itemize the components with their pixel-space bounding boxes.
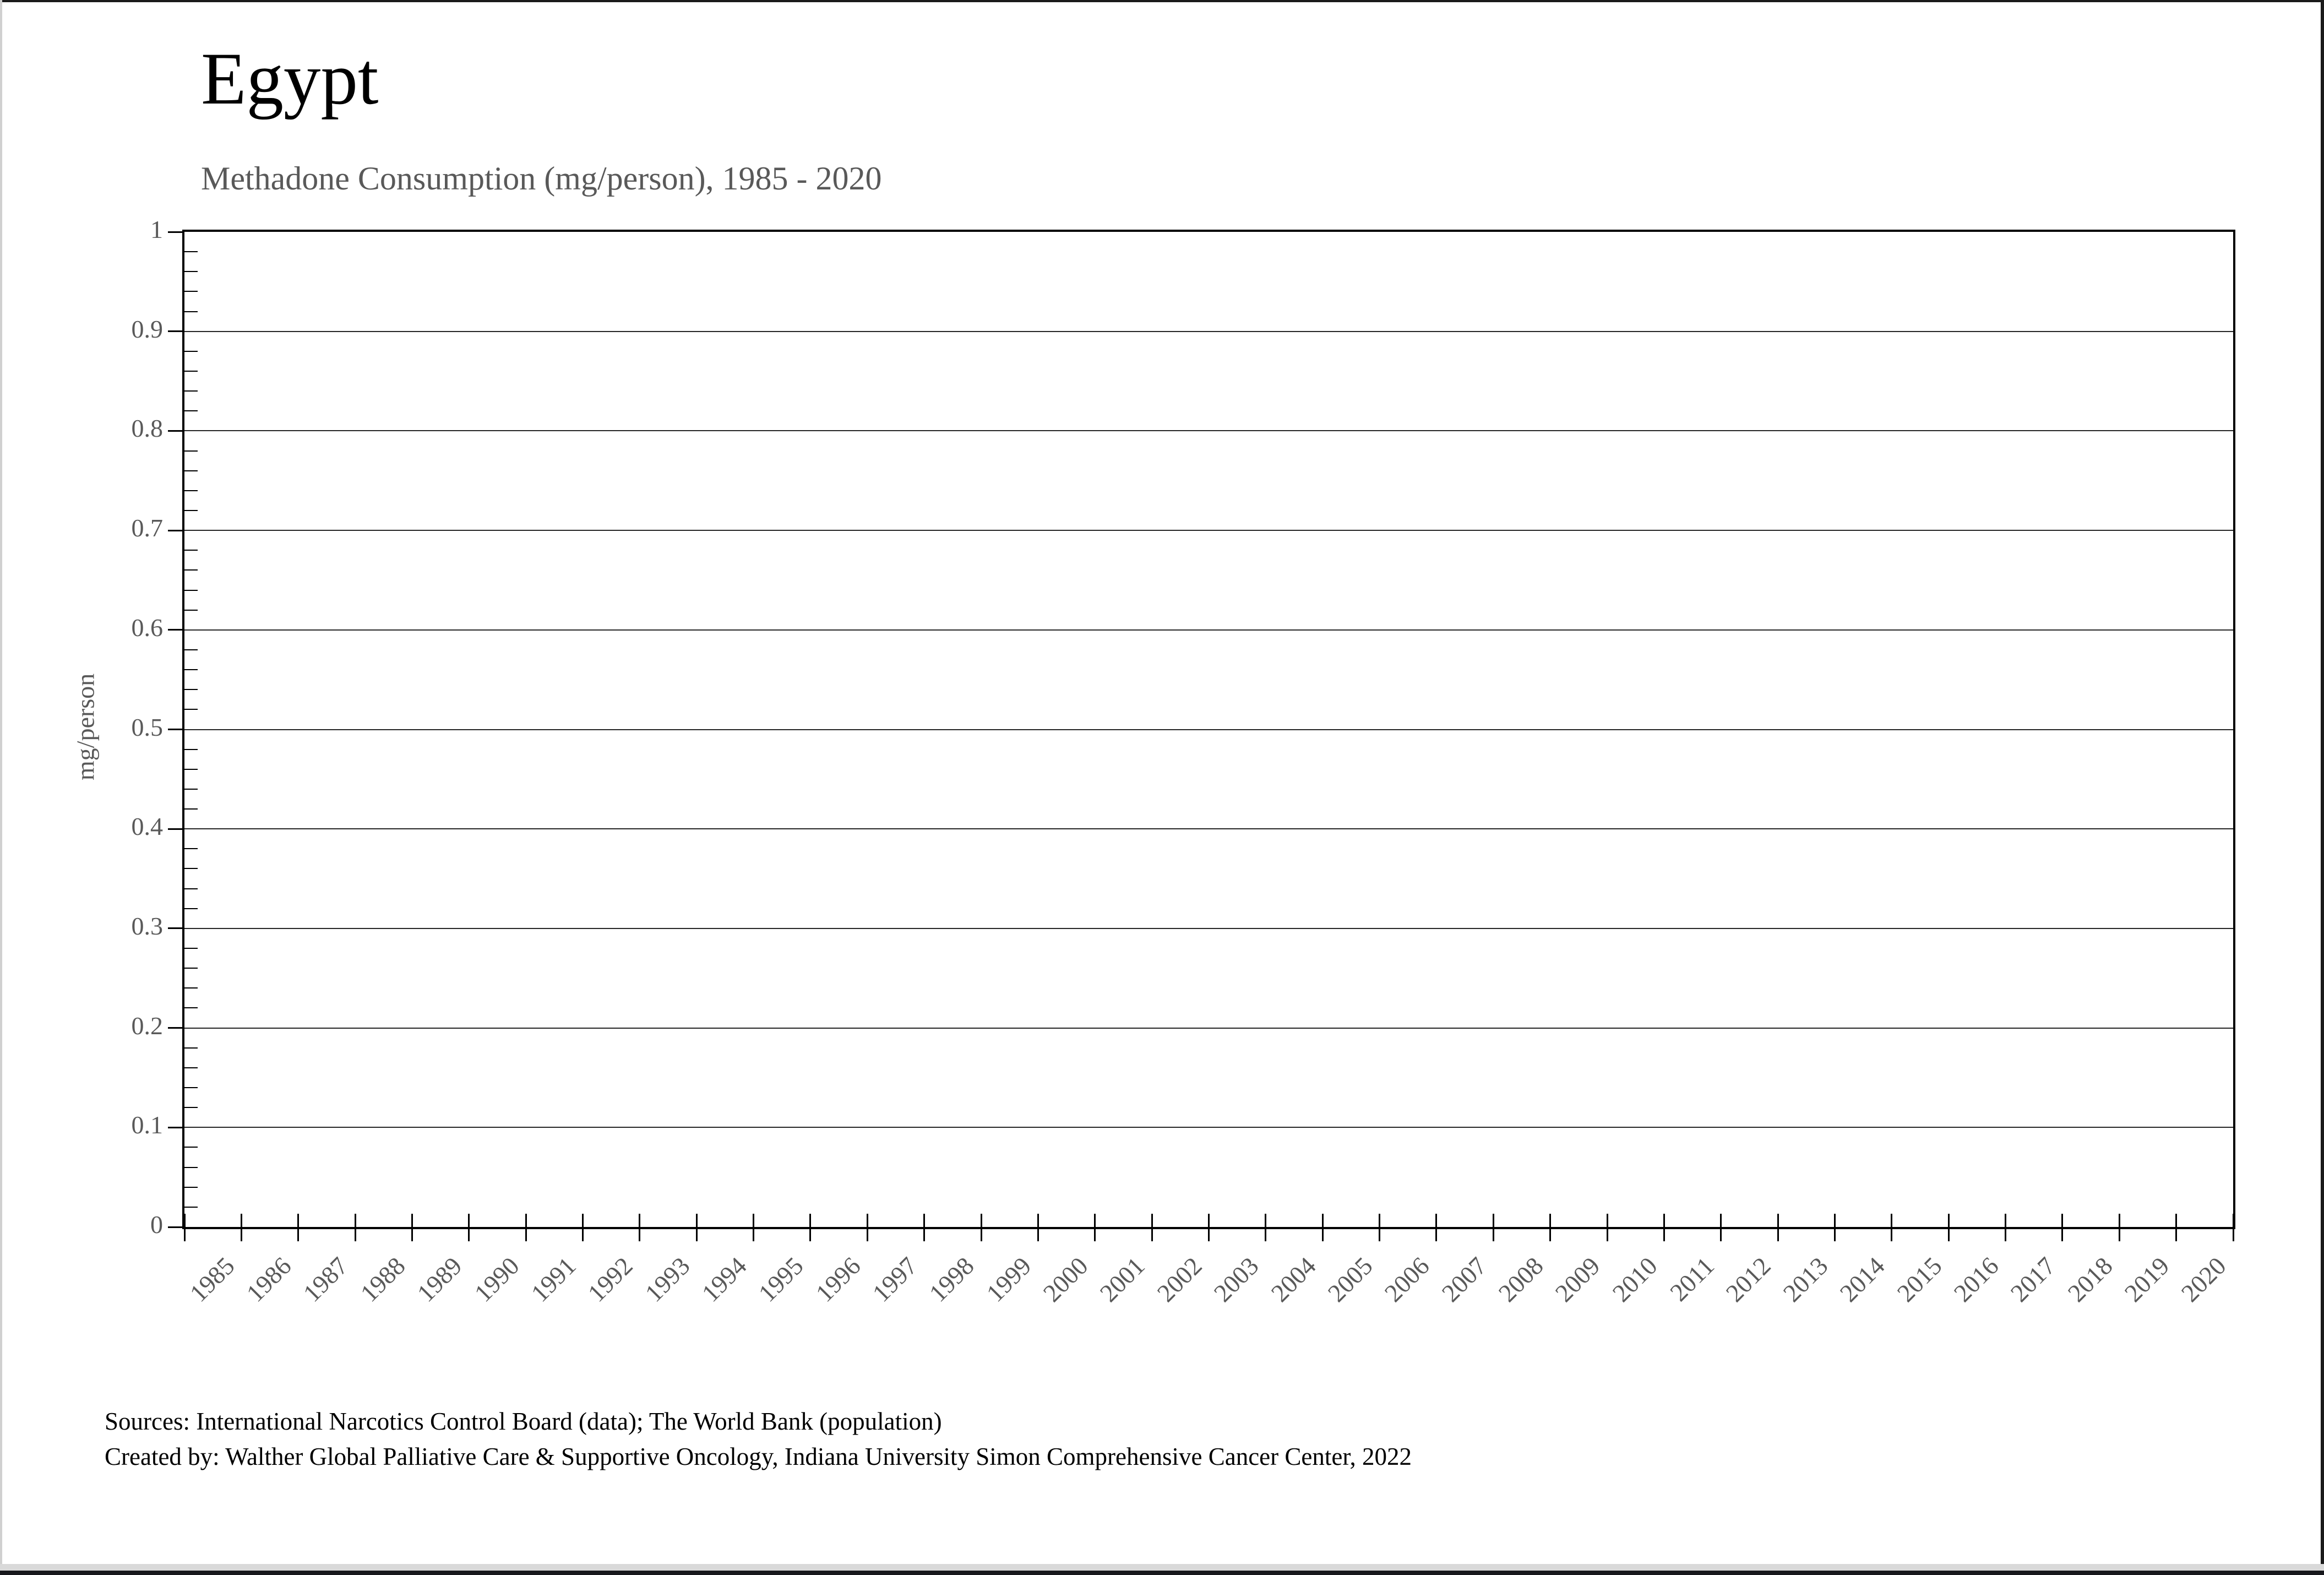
y-tick-label: 0.4	[131, 812, 163, 841]
x-tick-label: 1991	[525, 1251, 581, 1307]
y-minor-tick	[184, 888, 198, 889]
x-tick-label: 2015	[1891, 1251, 1947, 1307]
x-axis-tick	[981, 1214, 982, 1241]
y-tick-labels	[0, 215, 163, 1239]
x-tick-label: 2018	[2062, 1251, 2118, 1307]
y-minor-tick	[184, 1167, 198, 1168]
y-tick-label: 0.2	[131, 1011, 163, 1040]
x-tick-label: 2010	[1607, 1251, 1663, 1307]
window-left-edge	[0, 0, 2, 1575]
x-axis-tick	[1948, 1214, 1950, 1241]
x-tick-label: 2016	[1948, 1251, 2004, 1307]
y-major-tick	[168, 828, 182, 830]
y-minor-tick	[184, 709, 198, 710]
x-tick-label: 1986	[241, 1251, 297, 1307]
x-tick-label: 2009	[1550, 1251, 1606, 1307]
x-tick-label: 1988	[355, 1251, 411, 1307]
y-minor-tick	[184, 848, 198, 849]
sources-line: Sources: International Narcotics Control Board (data); The World Bank (population)	[105, 1408, 942, 1435]
chart-title: Egypt	[201, 38, 379, 120]
footer	[105, 1404, 1412, 1475]
x-tick-label: 2002	[1151, 1251, 1207, 1307]
y-major-tick	[168, 231, 182, 233]
x-axis-tick	[1037, 1214, 1039, 1241]
y-minor-tick	[184, 450, 198, 452]
x-axis-tick	[2175, 1214, 2177, 1241]
y-minor-tick	[184, 1207, 198, 1208]
y-major-tick	[168, 530, 182, 531]
y-minor-tick	[184, 1067, 198, 1068]
y-tick-label: 0.7	[131, 514, 163, 542]
y-minor-tick	[184, 470, 198, 471]
x-tick-label: 2012	[1721, 1251, 1777, 1307]
x-tick-label: 2017	[2005, 1251, 2061, 1307]
y-tick-label: 0.9	[131, 314, 163, 343]
y-gridline	[184, 629, 2233, 631]
x-axis-tick	[1549, 1214, 1551, 1241]
x-axis-tick	[241, 1214, 242, 1241]
y-minor-tick	[184, 1107, 198, 1108]
y-minor-tick	[184, 987, 198, 989]
credit-line: Created by: Walther Global Palliative Care & Supportive Oncology, Indiana University Simon Comprehensive Cancer Center, 2022	[105, 1442, 1412, 1470]
x-tick-label: 1985	[184, 1251, 240, 1307]
y-major-tick	[168, 1226, 182, 1228]
y-minor-tick	[184, 649, 198, 650]
x-tick-label: 1992	[582, 1251, 638, 1307]
y-minor-tick	[184, 1187, 198, 1188]
y-minor-tick	[184, 311, 198, 312]
y-tick-label: 0	[150, 1210, 163, 1239]
x-tick-label: 2014	[1834, 1251, 1890, 1307]
x-tick-label: 2005	[1322, 1251, 1378, 1307]
y-gridline	[184, 430, 2233, 431]
x-axis-tick	[923, 1214, 925, 1241]
y-major-tick	[168, 629, 182, 631]
x-axis-tick	[2005, 1214, 2006, 1241]
x-axis-tick	[1322, 1214, 1324, 1241]
x-tick-label: 2008	[1493, 1251, 1549, 1307]
y-tick-label: 0.5	[131, 713, 163, 741]
x-axis-tick	[184, 1214, 186, 1241]
y-gridline	[184, 828, 2233, 829]
y-tick-label: 1	[150, 215, 163, 243]
window-bottom-edge	[0, 1571, 2324, 1575]
y-minor-tick	[184, 550, 198, 551]
x-axis-tick	[1607, 1214, 1608, 1241]
x-tick-label: 2004	[1265, 1251, 1321, 1307]
x-axis-tick	[1891, 1214, 1892, 1241]
horizontal-scrollbar-track[interactable]	[0, 1564, 2324, 1571]
y-tick-label: 0.1	[131, 1111, 163, 1139]
y-minor-tick	[184, 610, 198, 611]
x-axis-tick	[639, 1214, 640, 1241]
x-axis-tick	[1435, 1214, 1437, 1241]
x-tick-label: 1987	[298, 1251, 354, 1307]
y-minor-tick	[184, 410, 198, 411]
x-tick-label: 2013	[1777, 1251, 1833, 1307]
x-axis-tick	[2061, 1214, 2063, 1241]
y-minor-tick	[184, 968, 198, 969]
y-minor-tick	[184, 689, 198, 690]
y-minor-tick	[184, 251, 198, 252]
x-axis-tick	[2233, 1214, 2234, 1241]
x-tick-label: 1994	[696, 1251, 752, 1307]
x-axis-tick	[1379, 1214, 1380, 1241]
x-axis-tick	[1151, 1214, 1153, 1241]
y-tick-label: 0.8	[131, 414, 163, 443]
y-gridline	[184, 530, 2233, 531]
x-tick-label: 1997	[867, 1251, 923, 1307]
x-tick-label: 1990	[469, 1251, 525, 1307]
x-tick-label: 2011	[1664, 1251, 1719, 1307]
y-major-tick	[168, 927, 182, 929]
x-tick-label: 1993	[639, 1251, 695, 1307]
x-tick-label: 2000	[1037, 1251, 1093, 1307]
y-minor-tick	[184, 789, 198, 790]
x-axis-tick	[411, 1214, 413, 1241]
y-minor-tick	[184, 569, 198, 571]
x-axis-tick	[1777, 1214, 1779, 1241]
y-minor-tick	[184, 371, 198, 372]
y-minor-tick	[184, 948, 198, 949]
x-axis-tick	[1265, 1214, 1266, 1241]
chart-subtitle: Methadone Consumption (mg/person), 1985 - 2020	[201, 160, 882, 197]
x-tick-label: 1998	[924, 1251, 980, 1307]
x-tick-label: 2001	[1095, 1251, 1151, 1307]
y-major-tick	[168, 330, 182, 332]
y-minor-tick	[184, 769, 198, 770]
x-tick-label: 2007	[1436, 1251, 1492, 1307]
y-minor-tick	[184, 510, 198, 511]
y-minor-tick	[184, 490, 198, 491]
x-tick-label: 2020	[2175, 1251, 2232, 1307]
y-minor-tick	[184, 908, 198, 909]
x-tick-label: 2003	[1208, 1251, 1264, 1307]
x-axis-tick	[696, 1214, 698, 1241]
y-minor-tick	[184, 1047, 198, 1049]
y-minor-tick	[184, 351, 198, 352]
y-major-tick	[168, 1127, 182, 1128]
x-axis-tick	[1720, 1214, 1722, 1241]
y-minor-tick	[184, 1147, 198, 1148]
x-axis-tick	[582, 1214, 584, 1241]
x-tick-label: 1989	[411, 1251, 467, 1307]
y-major-tick	[168, 430, 182, 432]
y-major-tick	[168, 1027, 182, 1029]
y-minor-tick	[184, 590, 198, 591]
x-axis-tick	[1094, 1214, 1096, 1241]
y-tick-label: 0.3	[131, 911, 163, 940]
plot-area	[182, 230, 2235, 1229]
y-gridline	[184, 1127, 2233, 1128]
x-axis-tick	[867, 1214, 868, 1241]
y-minor-tick	[184, 669, 198, 670]
x-tick-label: 2019	[2119, 1251, 2175, 1307]
x-axis-tick	[525, 1214, 527, 1241]
x-axis-tick	[1208, 1214, 1210, 1241]
x-axis-tick	[2119, 1214, 2120, 1241]
y-minor-tick	[184, 1087, 198, 1088]
y-minor-tick	[184, 390, 198, 392]
x-axis-tick	[1493, 1214, 1494, 1241]
x-axis-tick	[468, 1214, 470, 1241]
y-minor-tick	[184, 1007, 198, 1008]
x-axis-tick	[809, 1214, 811, 1241]
x-axis-tick	[753, 1214, 754, 1241]
y-minor-tick	[184, 271, 198, 272]
y-minor-tick	[184, 749, 198, 750]
window-right-edge	[2321, 0, 2324, 1575]
y-gridline	[184, 928, 2233, 929]
x-axis-tick	[297, 1214, 299, 1241]
y-gridline	[184, 729, 2233, 730]
x-axis-tick	[1834, 1214, 1836, 1241]
x-tick-labels	[182, 1238, 2231, 1381]
y-axis-title-text: mg/person	[71, 673, 100, 781]
y-gridline	[184, 1028, 2233, 1029]
x-axis-tick	[1663, 1214, 1665, 1241]
x-axis-tick	[355, 1214, 356, 1241]
y-gridline	[184, 331, 2233, 332]
y-major-tick	[168, 729, 182, 730]
window-top-edge	[0, 0, 2324, 2]
y-minor-tick	[184, 868, 198, 869]
x-tick-label: 1995	[753, 1251, 809, 1307]
y-minor-tick	[184, 291, 198, 292]
y-tick-label: 0.6	[131, 613, 163, 642]
x-tick-label: 1999	[981, 1251, 1037, 1307]
x-tick-label: 1996	[810, 1251, 866, 1307]
y-minor-tick	[184, 808, 198, 810]
x-tick-label: 2006	[1379, 1251, 1435, 1307]
